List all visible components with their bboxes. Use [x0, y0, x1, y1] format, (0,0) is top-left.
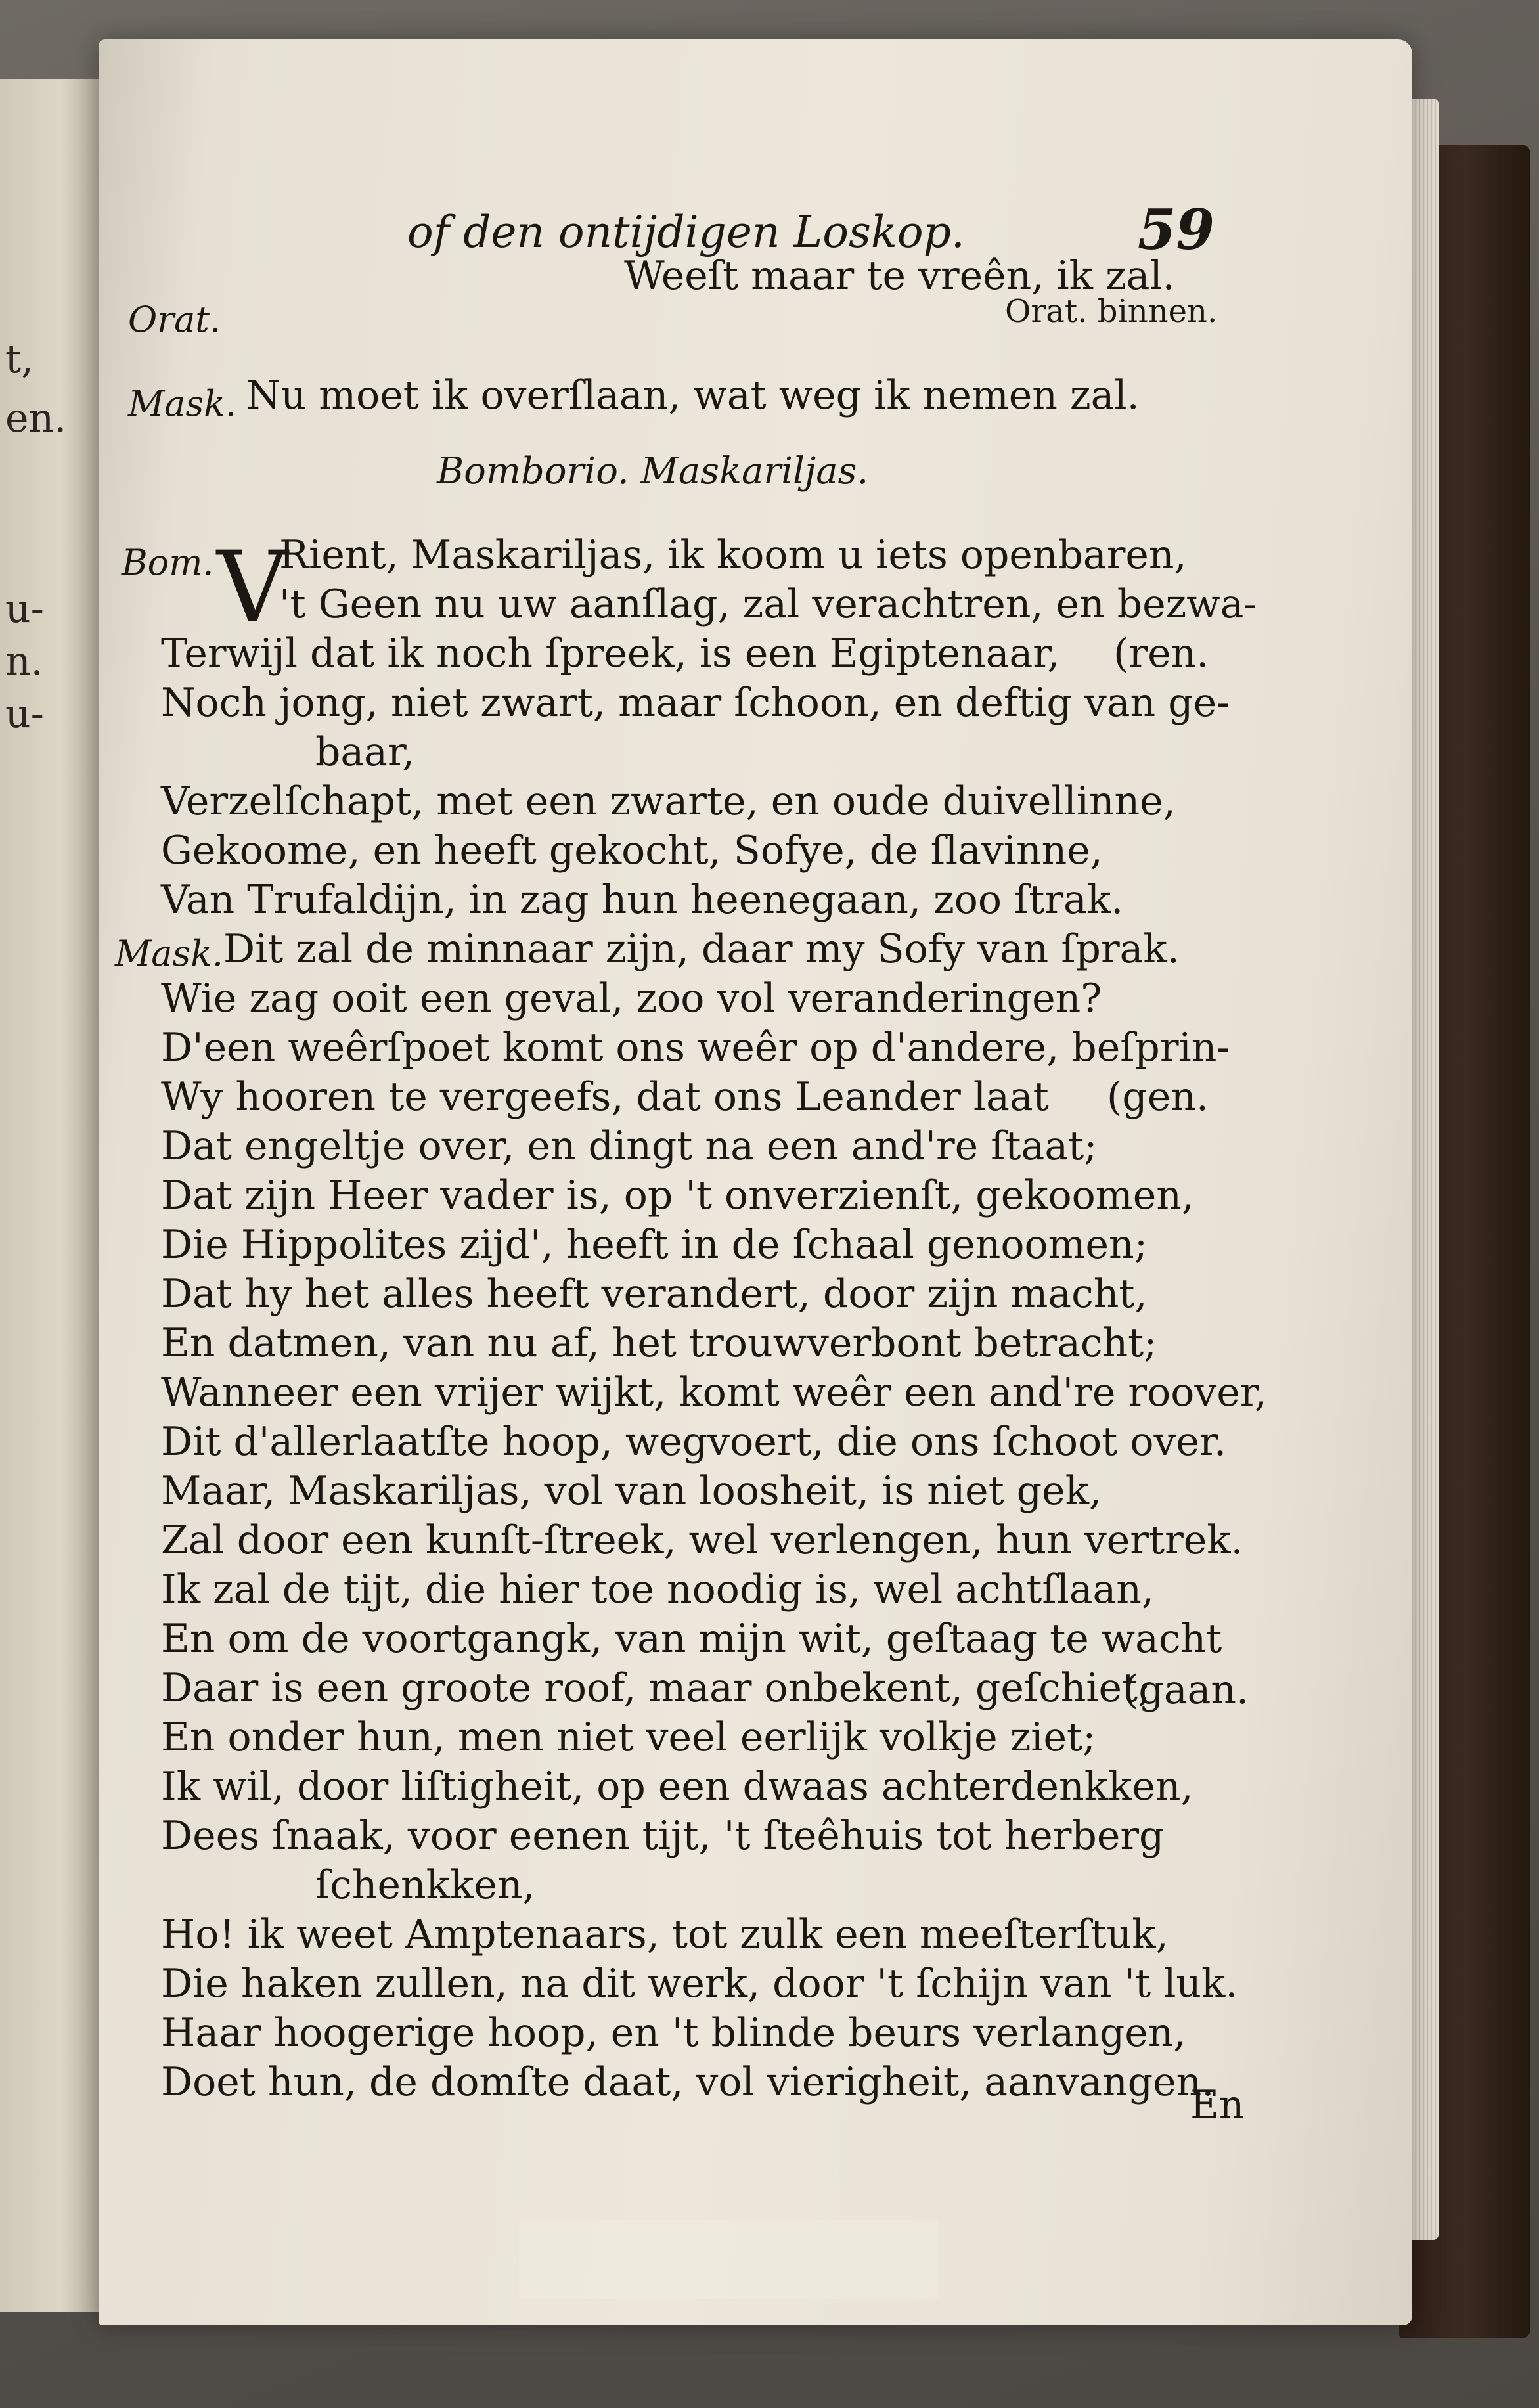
- verse-line: Ik wil, door liſtigheit, op een dwaas achterdenkken,: [161, 1764, 1193, 1810]
- verse-line: Ho! ik weet Amptenaars, tot zulk een meeſterſtuk,: [161, 1911, 1169, 1957]
- book-page: [99, 39, 1412, 2325]
- verse-line: Maar, Maskariljas, vol van loosheit, is niet gek,: [161, 1468, 1102, 1514]
- verse-line: ſchenkken,: [315, 1862, 535, 1908]
- verse-line: Dat engeltje over, en dingt na een and're ſtaat;: [161, 1123, 1098, 1169]
- catchword: En: [1190, 2082, 1245, 2128]
- drop-cap: V: [217, 531, 288, 645]
- verse-line: Wie zag ooit een geval, zoo vol veranderingen?: [161, 975, 1102, 1021]
- turnover: (ren.: [1113, 631, 1209, 677]
- verse-line: Wanneer een vrijer wijkt, komt weêr een and're roover,: [161, 1370, 1267, 1416]
- verse-line: Dat hy het alles heeft verandert, door zijn macht,: [161, 1271, 1148, 1317]
- verse-line: Noch jong, niet zwart, maar ſchoon, en deftig van ge-: [161, 680, 1230, 726]
- turnover: (gen.: [1107, 1074, 1209, 1120]
- left-fragment: t,: [5, 336, 34, 382]
- left-fragment: u-: [5, 586, 44, 632]
- verse-line: Dit d'allerlaatſte hoop, wegvoert, die ons ſchoot over.: [161, 1419, 1227, 1465]
- left-fragment: u-: [5, 691, 44, 737]
- verse-line: Van Trufaldijn, in zag hun heenegaan, zoo ſtrak.: [161, 877, 1124, 923]
- verse-line: En onder hun, men niet veel eerlijk volkje ziet;: [161, 1714, 1096, 1760]
- scene-heading: Bomborio. Maskariljas.: [437, 450, 869, 493]
- page-number: 59: [1138, 197, 1215, 262]
- verse-line: Wy hooren te vergeefs, dat ons Leander laat: [161, 1074, 1049, 1120]
- verse-line: Gekoome, en heeft gekocht, Sofye, de ſlavinne,: [161, 828, 1103, 874]
- verse-line: Dit zal de minnaar zijn, daar my Sofy van ſprak.: [223, 926, 1180, 972]
- left-page: [0, 79, 99, 2312]
- verse-line: Die haken zullen, na dit werk, door 't ſchijn van 't luk.: [161, 1961, 1238, 2007]
- verse-line: Verzelſchapt, met een zwarte, en oude duivellinne,: [161, 778, 1176, 824]
- turnover: (gaan.: [1123, 1667, 1249, 1713]
- speaker-mask: Mask.: [128, 383, 237, 424]
- left-fragment: en.: [5, 395, 67, 441]
- verse-line: En datmen, van nu af, het trouwverbont betracht;: [161, 1320, 1157, 1366]
- speaker-bom: Bom.: [122, 542, 214, 583]
- speaker-orat: Orat.: [128, 299, 221, 340]
- verse-line: D'een weêrſpoet komt ons weêr op d'andere, beſprin-: [161, 1025, 1230, 1071]
- running-head: of den ontijdigen Loskop.: [407, 207, 965, 257]
- verse-line: Rient, Maskariljas, ik koom u iets openbaren,: [279, 532, 1187, 578]
- stage-direction: Orat. binnen.: [1005, 293, 1218, 330]
- verse-line: 't Geen nu uw aanſlag, zal verachtren, en bezwa-: [279, 581, 1257, 627]
- verse-line: Ik zal de tijt, die hier toe noodig is, wel achtſlaan,: [161, 1567, 1155, 1613]
- verse-line: En om de voortgangk, van mijn wit, geſtaag te wacht: [161, 1616, 1222, 1662]
- verse-line: Haar hoogerige hoop, en 't blinde beurs verlangen,: [161, 2010, 1186, 2056]
- verse-line: Zal door een kunſt-ſtreek, wel verlengen, hun vertrek.: [161, 1517, 1243, 1563]
- verse-line: Daar is een groote roof, maar onbekent, geſchiet;: [161, 1665, 1151, 1711]
- speaker-mask: Mask.: [115, 933, 224, 974]
- verse-line: Doet hun, de domſte daat, vol vierigheit, aanvangen.: [161, 2059, 1215, 2105]
- verse-line: Die Hippolites zijd', heeft in de ſchaal genoomen;: [161, 1222, 1148, 1268]
- paper-mark: [519, 2220, 939, 2299]
- left-fragment: n.: [5, 638, 43, 684]
- verse-line: Terwijl dat ik noch ſpreek, is een Egiptenaar,: [161, 631, 1060, 677]
- verse-line: Dees ſnaak, voor eenen tijt, 't ſteêhuis tot herberg: [161, 1813, 1165, 1859]
- verse-line: Nu moet ik overſlaan, wat weg ik nemen zal.: [246, 372, 1140, 418]
- verse-half-line: Weeſt maar te vreên, ik zal.: [624, 253, 1175, 299]
- verse-line: Dat zijn Heer vader is, op 't onverzienſt, gekoomen,: [161, 1172, 1194, 1218]
- verse-line: baar,: [315, 729, 415, 775]
